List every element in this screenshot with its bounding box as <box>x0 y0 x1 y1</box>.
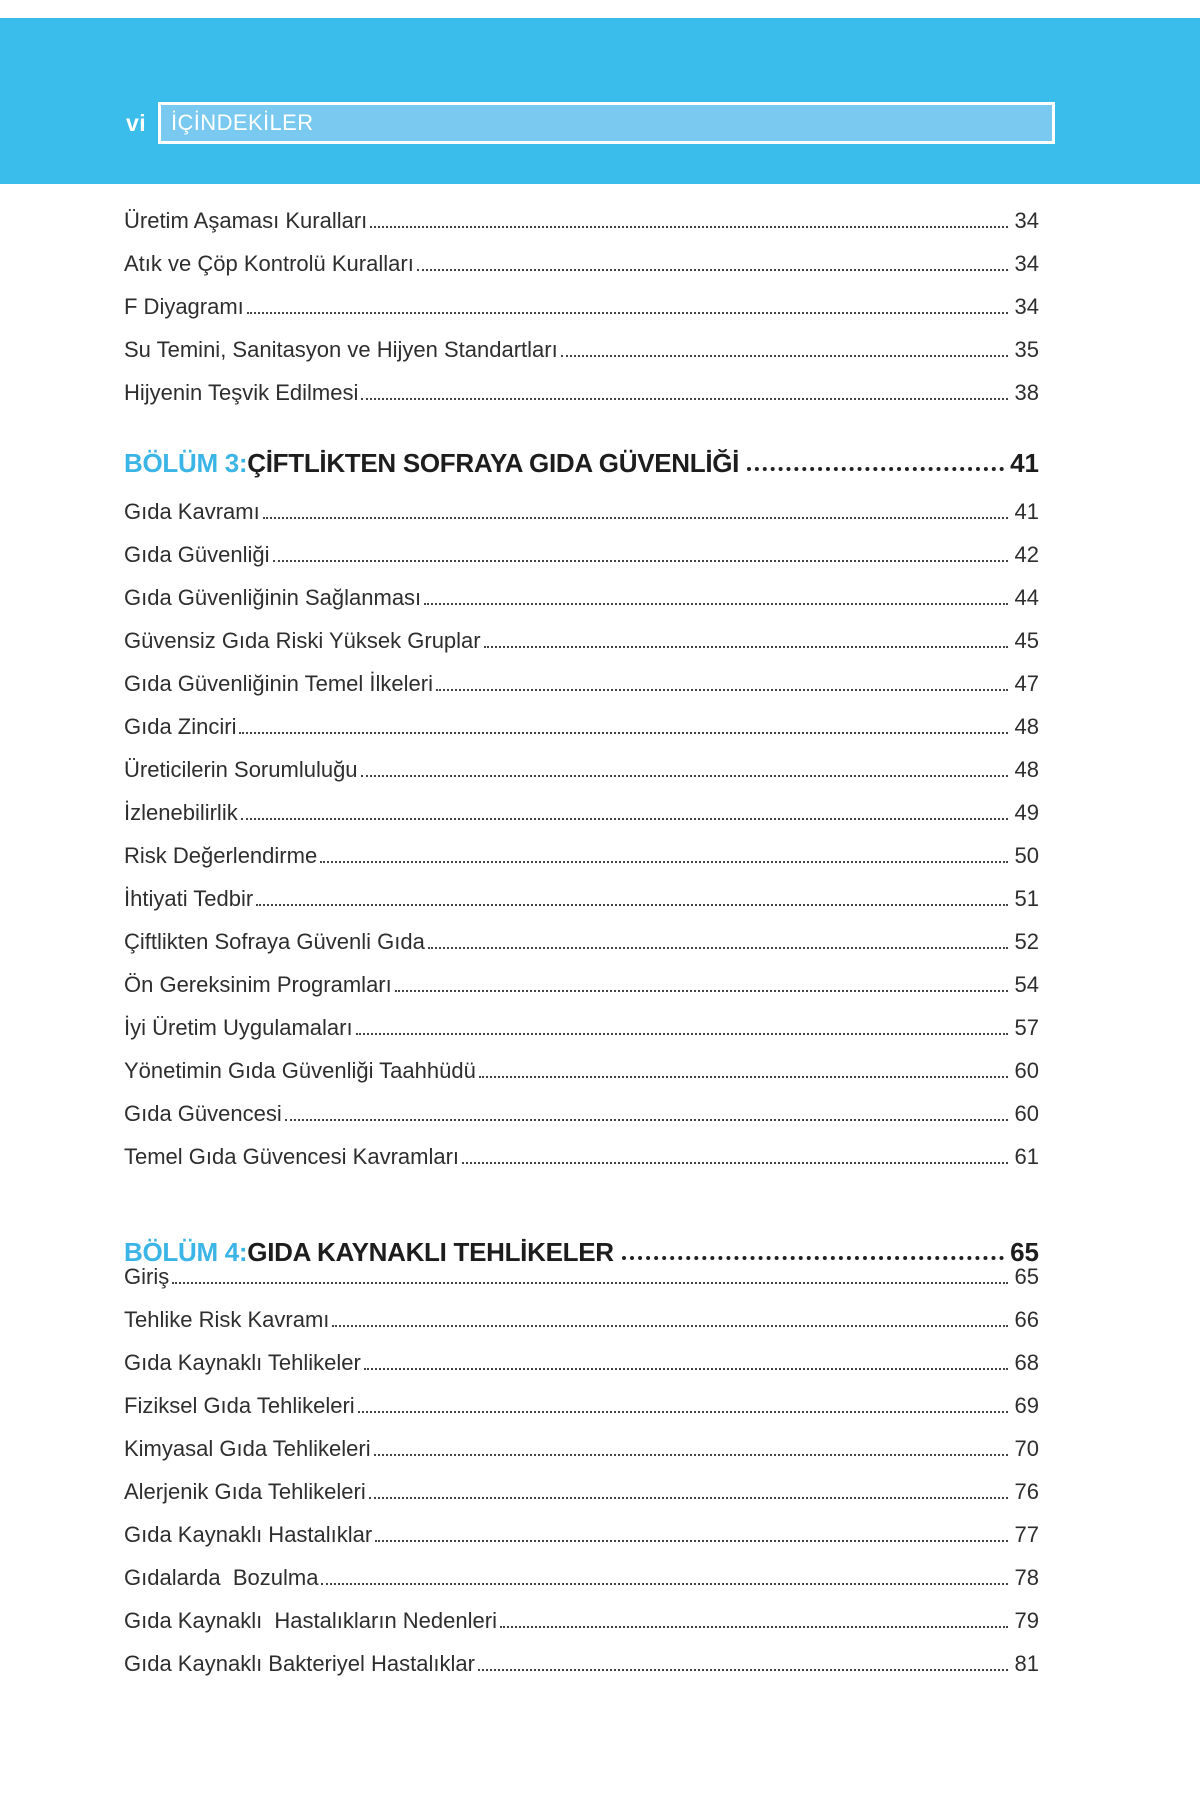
toc-entry-label: Giriş <box>124 1264 170 1289</box>
toc-entry-label: Gıda Kavramı <box>124 499 260 524</box>
toc-entry[interactable] <box>124 1519 1039 1549</box>
toc-entry-label: Gıda Kaynaklı Hastalıkların Nedenleri <box>124 1608 497 1633</box>
toc-entry-label: Gıda Kaynaklı Tehlikeler <box>124 1350 361 1375</box>
toc-entry-page-number: 65 <box>1014 1264 1039 1289</box>
toc-entry-page-number: 50 <box>1014 843 1039 868</box>
toc-entry-page-number: 34 <box>1014 251 1039 276</box>
toc-entry[interactable] <box>124 1304 1039 1334</box>
dot-leader <box>375 1540 1008 1542</box>
toc-entry-label: F Diyagramı <box>124 294 244 319</box>
dot-leader <box>428 947 1008 949</box>
toc-entry[interactable] <box>124 582 1039 612</box>
toc-entry-label: İzlenebilirlik <box>124 800 238 825</box>
chapter-title: GIDA KAYNAKLI TEHLİKELER <box>247 1237 614 1267</box>
dot-leader <box>320 861 1008 863</box>
dot-leader <box>561 355 1008 357</box>
dot-leader <box>747 467 1004 471</box>
toc-entry-page-number: 78 <box>1014 1565 1039 1590</box>
toc-entry[interactable] <box>124 926 1039 956</box>
toc-entry-label: Risk Değerlendirme <box>124 843 318 868</box>
toc-entry-label: Su Temini, Sanitasyon ve Hijyen Standartları <box>124 337 558 362</box>
dot-leader <box>356 1033 1008 1035</box>
toc-entry[interactable] <box>124 1012 1039 1042</box>
toc-entry[interactable] <box>124 1098 1039 1128</box>
dot-leader <box>247 312 1008 314</box>
toc-entry-page-number: 48 <box>1014 714 1039 739</box>
toc-entry-label: Üreticilerin Sorumluluğu <box>124 757 358 782</box>
toc-entry-label: İhtiyati Tedbir <box>124 886 254 911</box>
toc-entry[interactable] <box>124 1605 1039 1635</box>
toc-entry-label: Fiziksel Gıda Tehlikeleri <box>124 1393 355 1418</box>
dot-leader <box>239 732 1008 734</box>
dot-leader <box>370 226 1008 228</box>
dot-leader <box>321 1583 1008 1585</box>
toc-entry-label: Güvensiz Gıda Riski Yüksek Gruplar <box>124 628 481 653</box>
toc-entry-page-number: 38 <box>1014 380 1039 405</box>
dot-leader <box>364 1368 1008 1370</box>
toc-entry-label: Gıda Güvencesi <box>124 1101 282 1126</box>
dot-leader <box>436 689 1008 691</box>
toc-entry-label: Üretim Aşaması Kuralları <box>124 208 368 233</box>
toc-entry-label: Gıdalarda Bozulma <box>124 1565 319 1590</box>
toc-entry[interactable] <box>124 668 1039 698</box>
toc-entry[interactable] <box>124 1055 1039 1085</box>
dot-leader <box>417 269 1008 271</box>
toc-entry[interactable] <box>124 1648 1039 1678</box>
toc-entry[interactable] <box>124 248 1039 278</box>
toc-entry-label: Alerjenik Gıda Tehlikeleri <box>124 1479 366 1504</box>
toc-entry-page-number: 70 <box>1014 1436 1039 1461</box>
toc-entry-label: Gıda Güvenliğinin Sağlanması <box>124 585 422 610</box>
dot-leader <box>374 1454 1008 1456</box>
toc-entry[interactable] <box>124 840 1039 870</box>
dot-leader <box>241 818 1008 820</box>
toc-entry[interactable] <box>124 539 1039 569</box>
dot-leader <box>332 1325 1008 1327</box>
chapter-page-number: 41 <box>1010 448 1039 478</box>
dot-leader <box>484 646 1008 648</box>
toc-entry-page-number: 42 <box>1014 542 1039 567</box>
toc-entry-page-number: 69 <box>1014 1393 1039 1418</box>
toc-entry-page-number: 34 <box>1014 294 1039 319</box>
toc-entry-page-number: 41 <box>1014 499 1039 524</box>
toc-entry[interactable] <box>124 883 1039 913</box>
dot-leader <box>263 517 1008 519</box>
chapter-number: BÖLÜM 4: <box>124 1237 248 1267</box>
dot-leader <box>395 990 1008 992</box>
toc-entry-page-number: 77 <box>1014 1522 1039 1547</box>
toc-entry-label: Temel Gıda Güvencesi Kavramları <box>124 1144 460 1169</box>
dot-leader <box>478 1669 1008 1671</box>
toc-entry[interactable] <box>124 625 1039 655</box>
toc-entry-page-number: 49 <box>1014 800 1039 825</box>
toc-entry[interactable] <box>124 334 1039 364</box>
toc-entry-page-number: 68 <box>1014 1350 1039 1375</box>
toc-entry-label: Yönetimin Gıda Güvenliği Taahhüdü <box>124 1058 476 1083</box>
dot-leader <box>285 1119 1008 1121</box>
toc-entry-page-number: 34 <box>1014 208 1039 233</box>
dot-leader <box>172 1282 1008 1284</box>
toc-entry-label: Ön Gereksinim Programları <box>124 972 392 997</box>
dot-leader <box>462 1162 1008 1164</box>
chapter-title: ÇİFTLİKTEN SOFRAYA GIDA GÜVENLİĞİ <box>247 448 740 478</box>
toc-entry-label: Gıda Güvenliğinin Temel İlkeleri <box>124 671 433 696</box>
dot-leader <box>424 603 1008 605</box>
toc-entry[interactable] <box>124 1476 1039 1506</box>
toc-entry[interactable] <box>124 496 1039 526</box>
toc-entry-page-number: 52 <box>1014 929 1039 954</box>
toc-entry-page-number: 60 <box>1014 1101 1039 1126</box>
toc-entry-label: Gıda Güvenliği <box>124 542 270 567</box>
toc-entry-label: Kimyasal Gıda Tehlikeleri <box>124 1436 371 1461</box>
toc-entry[interactable] <box>124 1261 1039 1291</box>
dot-leader <box>273 560 1008 562</box>
toc-entry-label: İyi Üretim Uygulamaları <box>124 1015 353 1040</box>
dot-leader <box>256 904 1008 906</box>
toc-entry-page-number: 76 <box>1014 1479 1039 1504</box>
dot-leader <box>369 1497 1008 1499</box>
toc-entry[interactable] <box>124 1562 1039 1592</box>
dot-leader <box>622 1256 1004 1260</box>
toc-entry-label: Atık ve Çöp Kontrolü Kuralları <box>124 251 414 276</box>
toc-entry-page-number: 61 <box>1014 1144 1039 1169</box>
dot-leader <box>361 398 1008 400</box>
toc-entry[interactable] <box>124 711 1039 741</box>
chapter-number: BÖLÜM 3: <box>124 448 248 478</box>
toc-entry[interactable] <box>124 969 1039 999</box>
toc-entry[interactable] <box>124 1347 1039 1377</box>
toc-entry-label: Çiftlikten Sofraya Güvenli Gıda <box>124 929 425 954</box>
toc-entry-label: Hijyenin Teşvik Edilmesi <box>124 380 359 405</box>
dot-leader <box>500 1626 1008 1628</box>
toc-entry[interactable] <box>124 205 1039 235</box>
toc-entry[interactable] <box>124 377 1039 407</box>
toc-entry-page-number: 66 <box>1014 1307 1039 1332</box>
toc-entry-page-number: 51 <box>1014 886 1039 911</box>
page-title: İÇİNDEKİLER <box>158 102 1055 144</box>
toc-entry-page-number: 60 <box>1014 1058 1039 1083</box>
toc-entry-page-number: 57 <box>1014 1015 1039 1040</box>
toc-entry[interactable] <box>124 754 1039 784</box>
dot-leader <box>361 775 1008 777</box>
toc-entry-page-number: 45 <box>1014 628 1039 653</box>
toc-entry-page-number: 79 <box>1014 1608 1039 1633</box>
toc-entry[interactable] <box>124 797 1039 827</box>
toc-entry-label: Gıda Kaynaklı Bakteriyel Hastalıklar <box>124 1651 475 1676</box>
toc-entry-label: Gıda Zinciri <box>124 714 237 739</box>
page-number: vi <box>126 110 147 136</box>
toc-entry[interactable] <box>124 1390 1039 1420</box>
dot-leader <box>358 1411 1008 1413</box>
chapter-page-number: 65 <box>1010 1237 1039 1267</box>
toc-entry[interactable] <box>124 291 1039 321</box>
dot-leader <box>479 1076 1008 1078</box>
toc-entry-page-number: 81 <box>1014 1651 1039 1676</box>
toc-entry[interactable] <box>124 1141 1039 1171</box>
header-band <box>0 18 1200 184</box>
toc-entry-label: Tehlike Risk Kavramı <box>124 1307 330 1332</box>
chapter-3-heading[interactable] <box>124 443 1039 479</box>
toc-entry-page-number: 44 <box>1014 585 1039 610</box>
toc-entry-page-number: 47 <box>1014 671 1039 696</box>
toc-entry-page-number: 48 <box>1014 757 1039 782</box>
toc-entry-page-number: 35 <box>1014 337 1039 362</box>
toc-entry-page-number: 54 <box>1014 972 1039 997</box>
toc-entry-label: Gıda Kaynaklı Hastalıklar <box>124 1522 373 1547</box>
toc-entry[interactable] <box>124 1433 1039 1463</box>
